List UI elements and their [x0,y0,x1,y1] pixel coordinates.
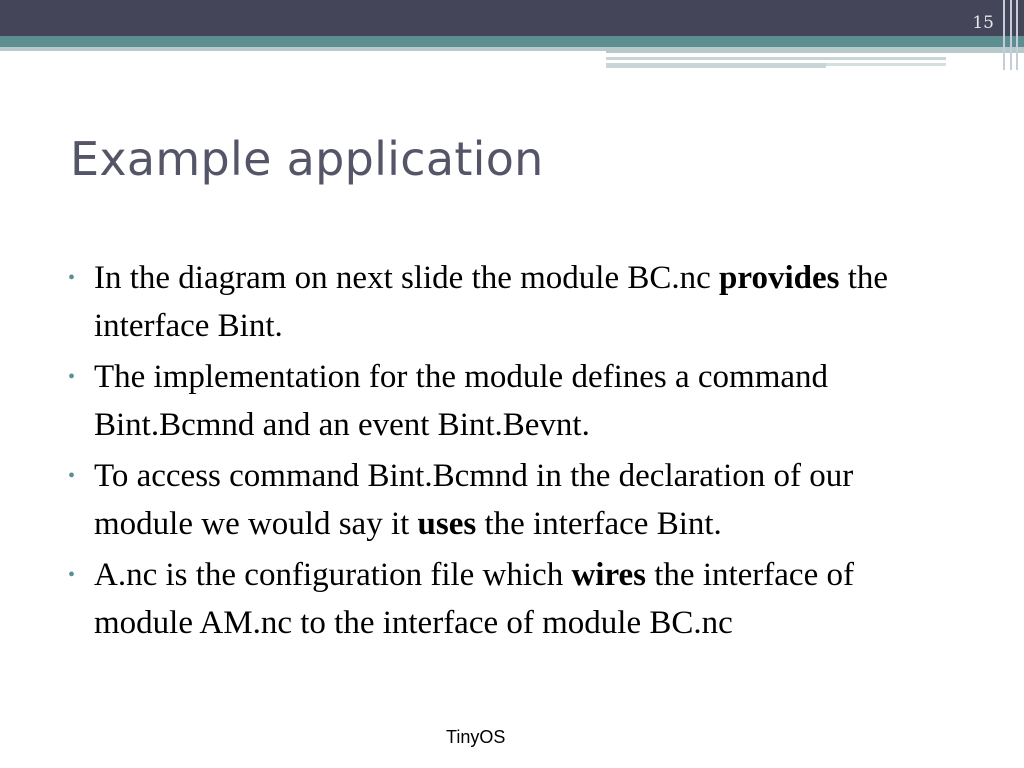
slide-footer: TinyOS [446,727,506,747]
header-accent-band [0,36,1024,47]
bullet-text: The implementation for the module defines a command Bint.Bcmnd and an event Bint.Bevnt. [94,359,829,443]
bullet-item [68,353,948,449]
slide-number: 15 [972,13,994,33]
bullet-item [68,452,948,548]
bullet-dot-icon: • [68,366,76,388]
bullet-dot-icon: • [68,267,76,289]
bullet-text: To access command Bint.Bcmnd in the declaration of our module we would say it [94,458,854,542]
bullet-bold-text: wires [571,557,646,593]
bullet-dot-icon: • [68,564,76,586]
bullet-item [68,254,948,350]
bullet-text: the interface Bint. [476,506,722,542]
slide-title: Example application [70,132,544,186]
bullet-dot-icon: • [68,465,76,487]
bullet-text: the interface of module AM.nc to the interface of module BC.nc [94,557,854,641]
bullet-item [68,551,948,647]
header-light-band [0,47,606,51]
bullet-bold-text: uses [417,506,477,542]
header-bar [0,0,1024,36]
bullet-list [68,254,948,650]
decorative-line [826,63,946,66]
header-light-band-right [606,47,1024,53]
decorative-vertical-line [1010,0,1012,70]
decorative-vertical-line [1016,0,1018,70]
bullet-text: the interface Bint. [94,260,889,344]
bullet-text: A.nc is the configuration file which [94,557,572,593]
bullet-text: In the diagram on next slide the module BC.nc [94,260,720,296]
bullet-bold-text: provides [719,260,840,296]
decorative-line [606,63,826,68]
decorative-vertical-line [1003,0,1005,70]
decorative-line [606,57,946,60]
